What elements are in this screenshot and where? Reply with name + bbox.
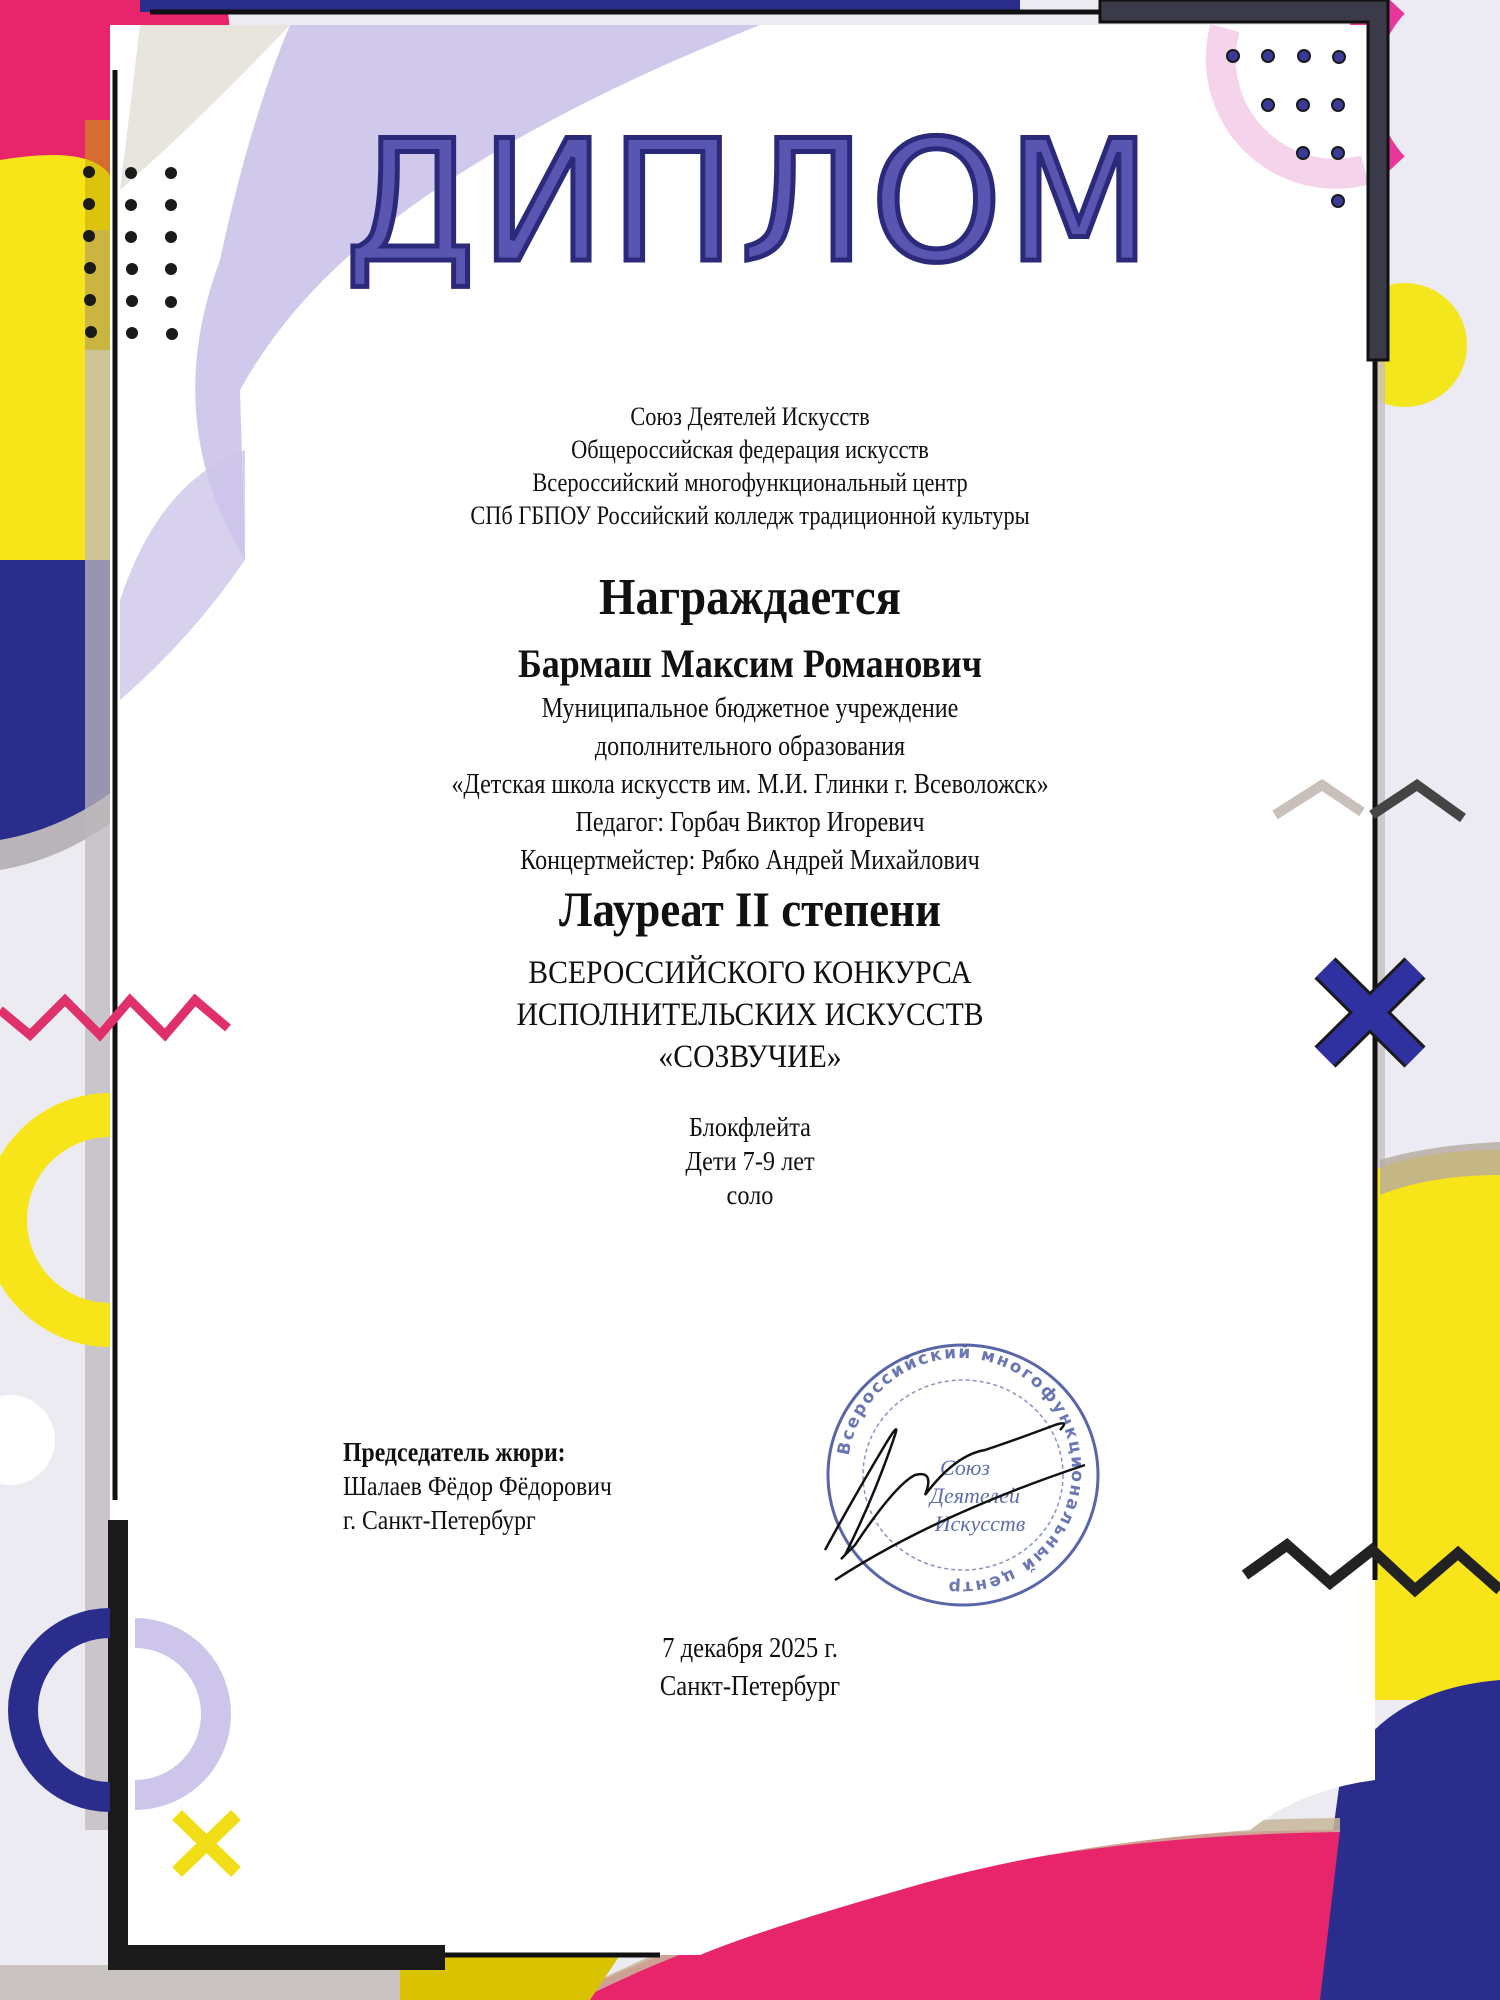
award-title: Лауреат II степени: [558, 881, 942, 937]
jury-city: г. Санкт-Петербург: [343, 1505, 536, 1535]
stamp-line: Союз: [940, 1455, 990, 1480]
age-group: Дети 7-9 лет: [685, 1146, 815, 1176]
contest-line: ИСПОЛНИТЕЛЬСКИХ ИСКУССТВ: [516, 997, 984, 1033]
organization-line: СПб ГБПОУ Российский колледж традиционной культуры: [470, 501, 1030, 530]
organization-line: Всероссийский многофункциональный центр: [532, 468, 968, 497]
date-block: [90, 1630, 1410, 1706]
institution-line: дополнительного образования: [594, 731, 906, 762]
stamp-line: Деятелей: [930, 1483, 1020, 1508]
performance-format: соло: [726, 1180, 774, 1210]
jury-label: Председатель жюри:: [343, 1437, 566, 1467]
jury-block: [343, 1435, 612, 1537]
teacher-line: Педагог: Горбач Виктор Игоревич: [575, 807, 925, 838]
issue-date: 7 декабря 2025 г.: [662, 1633, 838, 1664]
organization-line: Союз Деятелей Искусств: [630, 402, 870, 431]
institution-block: [105, 690, 1395, 880]
recipient-name: Бармаш Максим Романович: [517, 641, 983, 686]
diploma-title: ДИПЛОМ: [344, 104, 1156, 300]
institution-line: Муниципальное бюджетное учреждение: [541, 693, 959, 724]
contest-name: «СОЗВУЧИЕ»: [658, 1039, 842, 1075]
organization-line: Общероссийская федерация искусств: [571, 435, 929, 464]
issue-city: Санкт-Петербург: [659, 1671, 841, 1702]
stamp-ring-text: Всероссийский многофункциональный центр: [833, 1342, 1088, 1598]
institution-line: «Детская школа искусств им. М.И. Глинки г. Всеволожск»: [451, 769, 1049, 800]
organizations-block: [105, 400, 1395, 532]
stamp-line: Искусств: [934, 1511, 1026, 1536]
awarded-heading: Награждается: [599, 569, 901, 626]
contest-block: [75, 952, 1425, 1078]
contest-line: ВСЕРОССИЙСКОГО КОНКУРСА: [528, 955, 972, 991]
official-stamp: [815, 1325, 1105, 1615]
category-block: [75, 1110, 1425, 1212]
jury-chair-name: Шалаев Фёдор Фёдорович: [343, 1471, 612, 1501]
accompanist-line: Концертмейстер: Рябко Андрей Михайлович: [520, 845, 980, 876]
instrument: Блокфлейта: [689, 1112, 811, 1142]
